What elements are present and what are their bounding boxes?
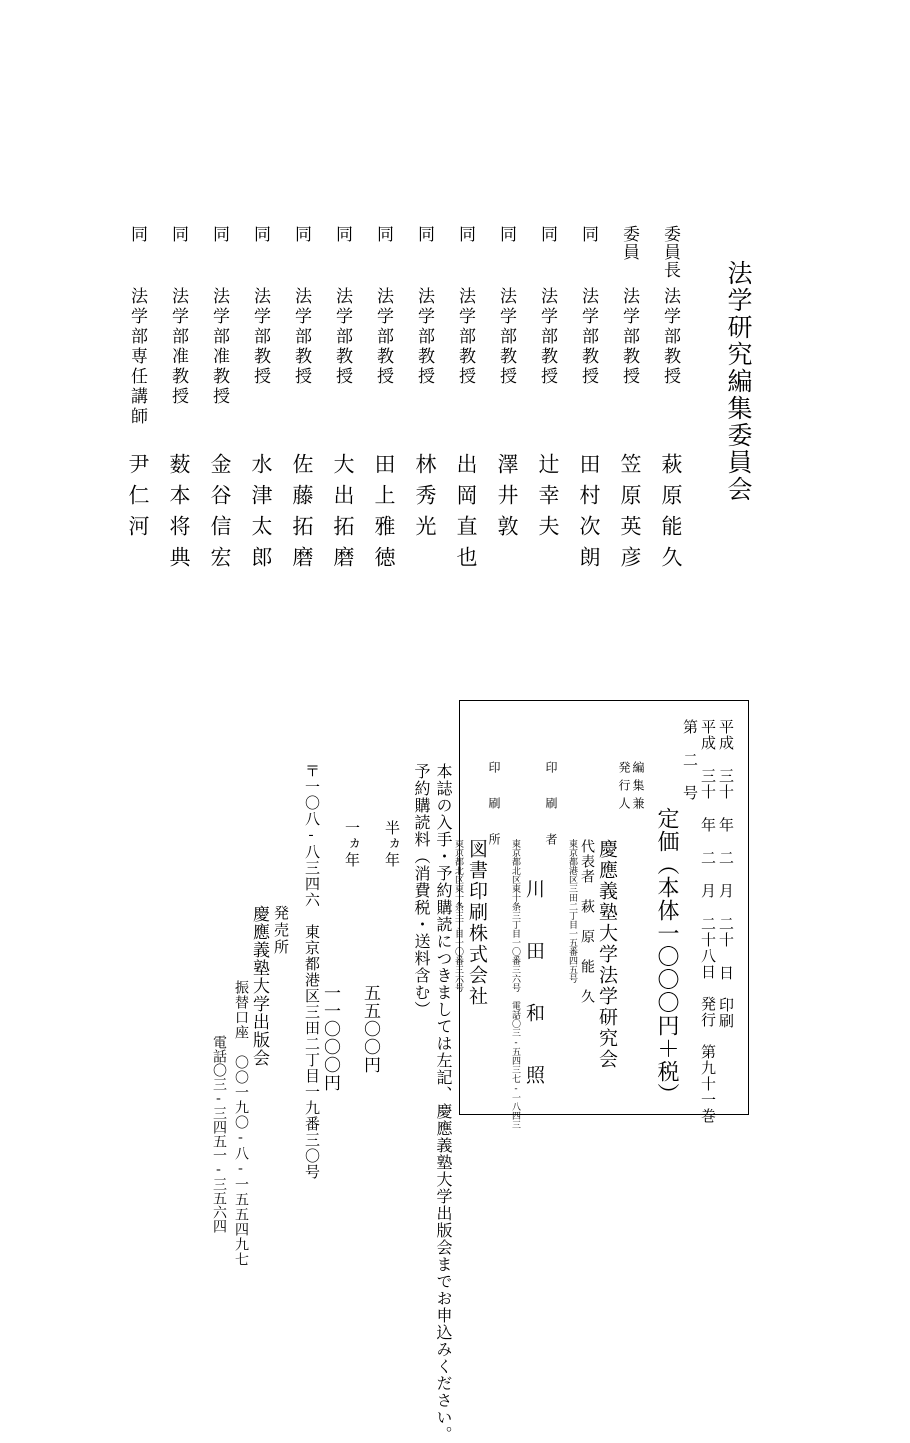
committee-member (363, 225, 404, 577)
publisher-labels (616, 719, 644, 815)
member-affiliation: 法学部教授 (292, 287, 311, 387)
committee-member (568, 225, 609, 577)
issue-date: 平成 三十 年 二 月 二十八日 発行 第九十一巻 (699, 719, 715, 1124)
publisher-representative: 代表者 萩 原 能 久 (579, 839, 594, 1004)
member-role: 同 (128, 225, 147, 243)
member-affiliation: 法学部教授 (661, 287, 680, 387)
member-name: 田村次朗 (577, 453, 601, 577)
seller-name: 慶應義塾大学出版会 (250, 905, 269, 1067)
member-role: 同 (415, 225, 434, 243)
printer-org-name: 図書印刷株式会社 (466, 839, 487, 1007)
printer-person-block (510, 719, 558, 1129)
printer-org-block (453, 719, 500, 1104)
member-name: 田上雅徳 (372, 453, 396, 577)
publisher-block (567, 719, 644, 1104)
member-name: 辻幸夫 (536, 453, 560, 546)
postal-transfer-account: 振替口座 〇〇一九〇-八-一五五四九七 (233, 980, 248, 1267)
committee-member (199, 225, 240, 577)
member-affiliation: 法学部教授 (620, 287, 639, 387)
member-affiliation: 法学部教授 (333, 287, 352, 387)
publisher-label: 発行人 (617, 761, 631, 815)
member-name: 大出拓磨 (331, 453, 355, 577)
publisher-names (567, 719, 616, 1070)
subscription-amount-one-year: 一一〇〇〇円 (321, 984, 340, 1092)
member-role: 同 (169, 225, 188, 243)
member-role: 同 (292, 225, 311, 243)
committee-member (240, 225, 281, 577)
printer-person-address: 東京都北区東十条三丁目一〇番三六号 電話〇三-五四三七-一八四三 (511, 839, 521, 1129)
member-affiliation: 法学部教授 (538, 287, 557, 387)
committee-member (445, 225, 486, 577)
subscription-term-half-year: 半ヵ年 (383, 820, 399, 868)
member-role: 委員長 (661, 225, 680, 279)
publisher-org: 慶應義塾大学法学研究会 (596, 839, 617, 1070)
printer-person-label: 印 刷 者 (544, 761, 558, 851)
printer-org-address: 東京都北区東十条三丁目一〇番三六号 (454, 839, 464, 992)
committee-member (650, 225, 691, 577)
committee-member (527, 225, 568, 546)
member-name: 澤井敦 (495, 453, 519, 546)
price-line: 定価（本体一〇〇〇円＋税） (655, 807, 680, 1106)
member-affiliation: 法学部教授 (579, 287, 598, 387)
member-name: 出岡直也 (454, 453, 478, 577)
member-name: 尹仁河 (126, 453, 150, 546)
member-affiliation: 法学部准教授 (169, 287, 188, 407)
colophon-dates (678, 719, 733, 1124)
member-role: 同 (251, 225, 270, 243)
member-role: 同 (374, 225, 393, 243)
committee-member (486, 225, 527, 546)
member-affiliation: 法学部専任講師 (128, 287, 147, 427)
committee-member (281, 225, 322, 577)
committee-title: 法学研究編集委員会 (724, 260, 751, 503)
member-name: 笠原英彦 (618, 453, 642, 577)
member-role: 同 (579, 225, 598, 243)
member-affiliation: 法学部教授 (415, 287, 434, 387)
member-name: 薮本将典 (167, 453, 191, 577)
seller-address: 〒一〇八-八三四六 東京都港区三田二丁目一九番三〇号 (303, 763, 319, 1180)
committee-member (404, 225, 445, 546)
member-role: 同 (456, 225, 475, 243)
committee-member (158, 225, 199, 577)
member-affiliation: 法学部教授 (497, 287, 516, 387)
member-role: 同 (333, 225, 352, 243)
issue-number: 第 二 号 (681, 719, 697, 801)
member-name: 林秀光 (413, 453, 437, 546)
committee-member-list (117, 225, 691, 577)
printer-person-name: 川 田 和 照 (523, 879, 544, 1096)
print-date: 平成 三十 年 二 月 二十 日 印刷 (717, 719, 733, 1029)
subscription-block (150, 700, 451, 1443)
committee-member (322, 225, 363, 577)
member-role: 同 (210, 225, 229, 243)
subscription-title: 予約購読料（消費税・送料含む） (412, 763, 429, 1018)
member-role: 同 (497, 225, 516, 243)
member-role: 委員 (620, 225, 639, 261)
member-affiliation: 法学部教授 (374, 287, 393, 387)
member-name: 水津太郎 (249, 453, 273, 577)
colophon-box (454, 700, 749, 1129)
committee-member (117, 225, 158, 546)
committee-member (609, 225, 650, 577)
member-name: 金谷信宏 (208, 453, 232, 577)
seller-label: 発売所 (272, 905, 288, 956)
editorial-committee-block (126, 225, 751, 635)
member-affiliation: 法学部教授 (456, 287, 475, 387)
member-affiliation: 法学部准教授 (210, 287, 229, 407)
member-name: 萩原能久 (659, 453, 683, 577)
editor-label: 編集兼 (631, 761, 645, 815)
subscription-term-one-year: 一ヵ年 (343, 820, 359, 868)
member-name: 佐藤拓磨 (290, 453, 314, 577)
subscription-note: 本誌の入手・予約購読につきましては左記、慶應義塾大学出版会までお申込みください。 (434, 763, 451, 1443)
seller-telephone: 電話〇三-三四五一-三五六四 (211, 1035, 226, 1233)
publisher-address: 東京都港区三田二丁目一五番四五号 (568, 839, 578, 983)
member-affiliation: 法学部教授 (251, 287, 270, 387)
member-role: 同 (538, 225, 557, 243)
subscription-amount-half-year: 五五〇〇円 (361, 984, 380, 1074)
printer-place-label: 印 刷 所 (487, 761, 501, 851)
